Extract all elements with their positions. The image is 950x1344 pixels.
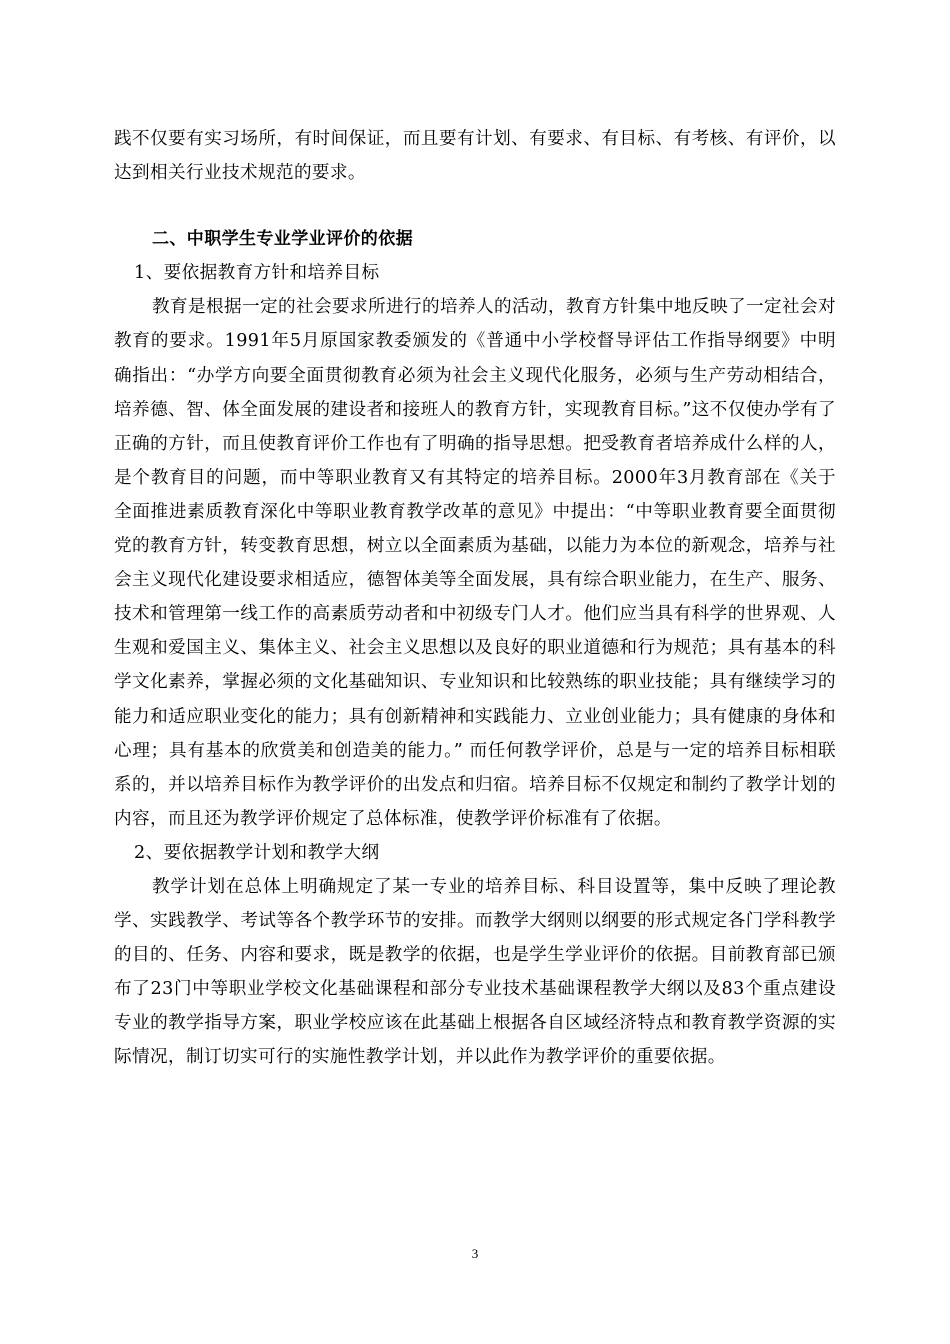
subsection-2-paragraph: 教学计划在总体上明确规定了某一专业的培养目标、科目设置等，集中反映了理论教学、实践教学、考试等各个教学环节的安排。而教学大纲则以纲要的形式规定各门学科教学的目的、任务、内容和要求，既是教学的依据，也是学生学业评价的依据。目前教育部已颁布了23门中等职业学校文化基础课程和部分专业技术基础课程教学大纲以及83个重点建设专业的教学指导方案，职业学校应该在此基础上根据各自区域经济特点和教育教学资源的实际情况，制订切实可行的实施性教学计划，并以此作为教学评价的重要依据。 xyxy=(114,876,836,1068)
continuation-paragraph: 践不仅要有实习场所，有时间保证，而且要有计划、有要求、有目标、有考核、有评价，以达到相关行业技术规范的要求。 xyxy=(114,129,836,184)
subsection-1-paragraph: 教育是根据一定的社会要求所进行的培养人的活动，教育方针集中地反映了一定社会对教育的要求。1991年5月原国家教委颁发的《普通中小学校督导评估工作指导纲要》中明确指出：“办学方向要全面贯彻教育必须为社会主义现代化服务，必须与生产劳动相结合，培养德、智、体全面发展的建设者和接班人的教育方针，实现教育目标。”这不仅使办学有了正确的方针，而且使教育评价工作也有了明确的指导思想。把受教育者培养成什么样的人，是个教育目的问题，而中等职业教育又有其特定的培养目标。2000年3月教育部在《关于全面推进素质教育深化中等职业教育教学改革的意见》中提出：“中等职业教育要全面贯彻党的教育方针，转变教育思想，树立以全面素质为基础，以能力为本位的新观念，培养与社会主义现代化建设要求相适应，德智体美等全面发展，具有综合职业能力，在生产、服务、技术和管理第一线工作的高素质劳动者和中初级专门人才。他们应当具有科学的世界观、人生观和爱国主义、集体主义、社会主义思想以及良好的职业道德和行为规范；具有基本的科学文化素养，掌握必须的文化基础知识、专业知识和比较熟练的职业技能；具有继续学习的能力和适应职业变化的能力；具有创新精神和实践能力、立业创业能力；具有健康的身体和心理；具有基本的欣赏美和创造美的能力。” 而任何教学评价，总是与一定的培养目标相联系的，并以培养目标作为教学评价的出发点和归宿。培养目标不仅规定和制约了教学计划的内容，而且还为教学评价规定了总体标准，使教学评价标准有了依据。 xyxy=(114,297,836,829)
subsection-2-title: 2、要依据教学计划和教学大纲 xyxy=(134,842,380,863)
section-heading: 二、中职学生专业学业评价的依据 xyxy=(152,229,413,250)
page-number: 3 xyxy=(471,1246,479,1261)
page-body xyxy=(114,122,836,1075)
subsection-1-title: 1、要依据教育方针和培养目标 xyxy=(134,263,380,284)
